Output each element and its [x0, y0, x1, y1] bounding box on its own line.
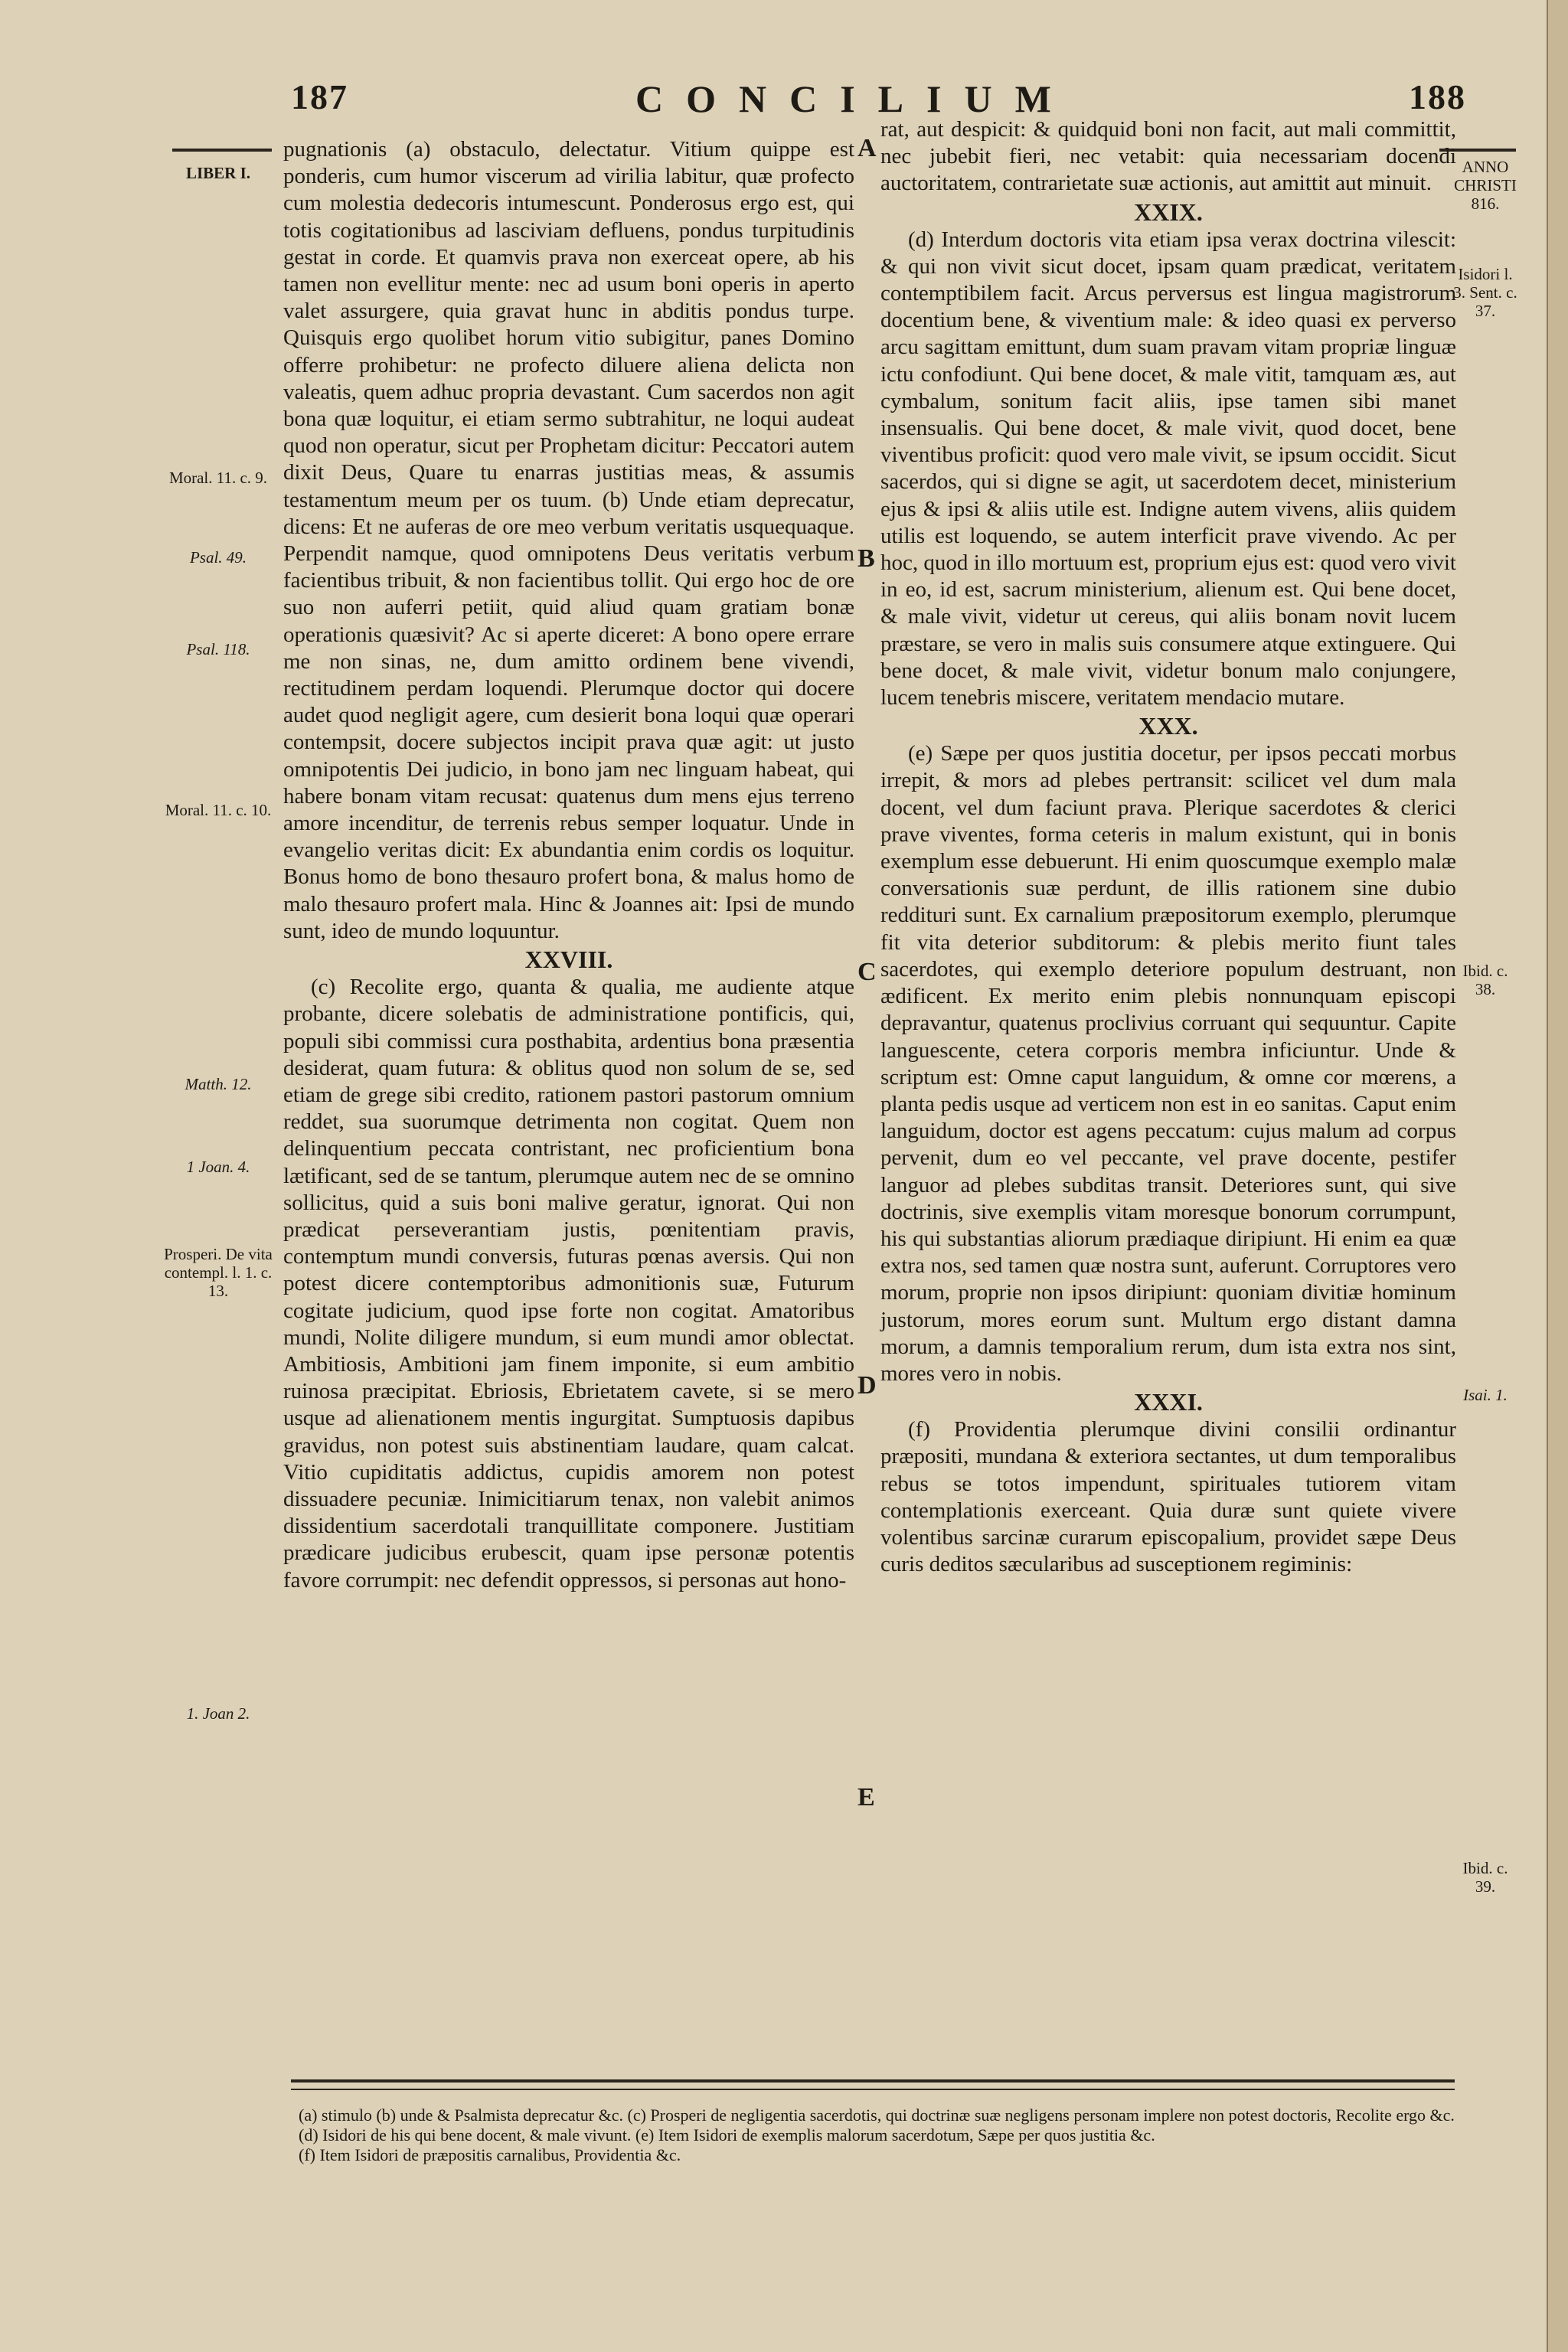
section-xxx-text: (e) Sæpe per quos justitia docetur, per ipsos peccati morbus irrepit, & mors ad plebes pertransit: scilicet vel dum mala docent, vel dum faciunt prava. Plerique sacerdotes & clerici prave viventes, forma ceteris in malum existunt, qui in bonis exemplum esse debuerunt. Hi enim quoscumque exemplo malæ conversationis suæ perdunt, de illis rationem sine dubio reddituri sunt. Ex carnalium præpositorum exemplo, plerumque fit vita deterior subditorum: & plebis merito fiunt tales sacerdotes, qui exemplo deteriore populum destruant, non ædificent. Ex merito enim plebis nonnunquam episcopi depravantur, quatenus proclivius corruant qui sequuntur. Capite languescente, cetera corporis membra inficiuntur. Unde & scriptum est: Omne caput languidum, & omne cor mœrens, a planta pedis usque ad verticem non est in eo sanitas. Caput enim languidum, doctor est agens peccatum: cujus malum ad corpus pervenit, dum eo vel peccante, vel prave docente, pestifer languor ad plebes subditas transit. Deteriores sunt, qui sive doctrinis, sive exemplis vitam moresque bonorum corrumpunt, his qui substantias aliorum prædiaque diripiunt. Hi enim ea quæ extra nos, sed tamen quæ nostra sunt, auferunt. Corruptores vero morum, proprie non ipsos diripiunt: quoniam divitiæ hominum justorum, mores eorum sunt. Multum ergo distant damna morum, a damnis temporalium rerum, dum ista extra nos sint, mores vero in nobis.	[880, 741, 1456, 1386]
margin-note-psal-118: Psal. 118.	[186, 640, 250, 658]
section-xxxi-text: (f) Providentia plerumque divini consilii ordinantur præpositi, mundana & exteriora sectantes, ut dum temporalibus rebus se totos impendunt, spirituales tutiorem vitam contemplationis exerceant. Quia duræ sunt quiete vivere volentibus sarcinæ curarum episcopalium, providet sæpe Deus curis deditos sæcularibus ad susceptionem regiminis:	[880, 1417, 1456, 1577]
page-number-left: 187	[291, 77, 348, 116]
section-letter-a: A	[858, 134, 877, 162]
footnote-rule-thin	[291, 2089, 1455, 2090]
running-title: CONCILIUM	[635, 77, 1074, 120]
margin-note-liber: LIBER I.	[185, 164, 251, 182]
section-letter-c: C	[858, 958, 877, 986]
page-number-right: 188	[1409, 77, 1466, 116]
section-letter-b: B	[858, 544, 875, 573]
margin-note-joan-2: 1. Joan 2.	[186, 1704, 250, 1723]
footnote-rule	[291, 2079, 1455, 2082]
section-heading-xxx: XXX.	[1138, 712, 1198, 740]
margin-note-psal-49: Psal. 49.	[189, 548, 247, 567]
section-letter-d: D	[858, 1371, 877, 1400]
margin-note-prosperi: Prosperi. De vita contempl. l. 1. c. 13.	[164, 1245, 273, 1300]
margin-note-moral-2: Moral. 11. c. 10.	[165, 801, 272, 819]
section-heading-xxviii: XXVIII.	[524, 946, 613, 974]
footnotes	[299, 2105, 1455, 2165]
margin-note-joan-1: 1 Joan. 4.	[186, 1158, 250, 1176]
section-xxviii-text: (c) Recolite ergo, quanta & qualia, me audiente atque probante, dicere solebatis de administratione pontificis, qui, populi sibi commissi cura posthabita, ardentius bona præsentia desiderat, quam futura: & oblitus quod non solum de se, sed etiam de grege sibi credito, rationem pastori pastorum omnium reddet, sua suorumque detrimenta non cogitat. Quem non delinquentium peccata contristant, nec proficientium bona lætificant, sed de se tantum, plerumque autem nec de se omnino sollicitus, quid a suis boni malive geratur, ignorat. Qui non prædicat perseverantiam justis, pœnitentiam pravis, contemptum mundi conversis, futuras pœnas aversis. Qui non potest dicere contemptoribus admonitionis suæ, Futurum cogitate judicium, quod ipse forte non cogitat. Amatoribus mundi, Nolite diligere mundum, si eum mundi amor oblectat. Ambitiosis, Ambitioni jam finem imponite, si eum ambitio ruinosa præcipitat. Ebriosis, Ebrietatem cavete, si se mero usque ad alienationem mentis ingurgitat. Sumptuosis dapibus gravidus, non potest suis abstinentiam laudare, quam calcat. Vitio cupiditatis addictus, cupidis amorem non potest dissuadere pecuniæ. Inimicitiarum tenax, non valebit animos dissidentium sacerdotali tranquillitate componere. Justitiam prædicare judicibus erubescit, quam ipse personæ potentis favore corrumpit: nec defendit oppressos, si personas aut hono-	[283, 975, 854, 1592]
left-text-column	[283, 136, 854, 1594]
section-letter-e: E	[858, 1783, 875, 1811]
section-heading-xxxi: XXXI.	[1134, 1388, 1203, 1416]
footnote-line: (a) stimulo (b) unde & Psalmista deprecatur &c. (c) Prosperi de negligentia sacerdotis, qui doctrinæ suæ negligens personam implere non potest doctoris, Recolite ergo &c. (d) Isidori de his qui bene docent, & male vivunt. (e) Item Isidori de exemplis malorum sacerdotum, Sæpe per quos justitia &c.	[299, 2105, 1455, 2145]
section-heading-xxix: XXIX.	[1134, 198, 1203, 226]
section-xxix-text: (d) Interdum doctoris vita etiam ipsa verax doctrina vilescit: & qui non vivit sicut docet, ipsam quam prædicat, veritatem contemptibilem facit. Arcus perversus est lingua magistrorum docentium bene, & viventium male: & ideo quasi ex perverso arcu sagittam emittunt, dum suam pravam vitam propriæ linguæ ictu confodiunt. Qui bene docet, & male vitit, tamquam æs, aut cymbalum, sonitum facit aliis, ipse tamen sibi manet insensualis. Qui bene docet, & male vivit, quod docet, bene viventibus proficit: quod vero male vivit, se ipsum occidit. Sicut sacerdos, qui si digne se agit, ut sacerdotem decet, ministerium ejus & ipsi & aliis utile est. Indigne autem vivens, aliis quidem utilis est loquendo, se autem interficit prave vivendo. Ac per hoc, quod in illo mortuum est, proprium ejus est: quod vero vivit in eo, id est, sacrum ministerium, alienum est. Qui bene docet, & male vivit, videtur ut cereus, qui aliis bonam novit lucem præstare, se vero in malis suis consumere atque extinguere. Qui bene docet, & male vivit, videtur bonum malo conjungere, lucem tenebris miscere, veritatem mendacio mutare.	[880, 227, 1456, 710]
margin-note-anno: ANNO CHRISTI 816.	[1454, 158, 1517, 213]
header-dash-left	[172, 149, 272, 152]
margin-note-ibid-39: Ibid. c. 39.	[1462, 1859, 1508, 1896]
margin-note-matth: Matth. 12.	[185, 1075, 252, 1093]
facing-page-edge	[1547, 0, 1568, 2352]
right-text-column	[880, 116, 1456, 1578]
left-column-paragraph: pugnationis (a) obstaculo, delectatur. Vitium quippe est ponderis, cum humor viscerum ad virilia labitur, quæ profecto cum molestia dedecoris intumescunt. Ponderosus ergo est, qui totis cogitationibus ad lasciviam defluens, pondus turpitudinis gestat in corde. Et quamvis prava non exerceat opere, ab his tamen non evellitur mente: nec ad usum boni operis in aperto valet assurgere, quia gravat hunc in abditis pondus turpe. Quisquis ergo quolibet horum vitio subigitur, panes Domino offerre prohibetur: ne profecto diluere aliena delicta non valeatis, quem adhuc propria devastant. Cum sacerdos non agit bona quæ loquitur, ei etiam sermo subtrahitur, ne loqui audeat quod non operatur, sicut per Prophetam dicitur: Peccatori autem dixit Deus, Quare tu enarras justitias meas, & assumis testamentum meum per os tuum. (b) Unde etiam deprecatur, dicens: Et ne auferas de ore meo verbum veritatis usquequaque. Perpendit namque, quod omnipotens Deus veritatis verbum facientibus tribuit, & non facientibus tollit. Qui ergo hoc de ore suo non auferri petiit, quid aliud quam gratiam bonæ operationis quæsivit? Ac si aperte diceret: A bono opere errare me non sinas, ne, dum amitto ordinem bene vivendi, rectitudinem perdam loquendi. Plerumque doctor qui docere audet quod negligit agere, cum desierit bona loqui quæ operari contempsit, docere subjectos incipit prava quæ agit: ut justo omnipotentis Dei judicio, in bono jam nec linguam habeat, qui habere bonam vitam recusat: quatenus dum mens ejus terreno amore incenditur, de terrenis rebus semper loquatur. Unde in evangelio veritas dicit: Ex abundantia enim cordis os loquitur. Bonus homo de bono thesauro profert bona, & malus homo de malo thesauro profert mala. Hinc & Joannes ait: Ipsi de mundo sunt, ideo de mundo loquuntur.	[283, 137, 854, 943]
margin-note-isai: Isai. 1.	[1463, 1386, 1508, 1404]
margin-note-isidori: Isidori l. 3. Sent. c. 37.	[1453, 265, 1517, 320]
footnote-line: (f) Item Isidori de præpositis carnalibus, Providentia &c.	[299, 2145, 681, 2164]
right-column-continuation: rat, aut despicit: & quidquid boni non facit, aut mali committit, nec jubebit fieri, nec vetabit: quia necessariam docendi auctoritatem, contrarietate suæ actionis, aut amittit aut minuit.	[880, 117, 1456, 196]
margin-note-moral-1: Moral. 11. c. 9.	[168, 469, 268, 487]
margin-note-ibid-38: Ibid. c. 38.	[1462, 962, 1508, 998]
